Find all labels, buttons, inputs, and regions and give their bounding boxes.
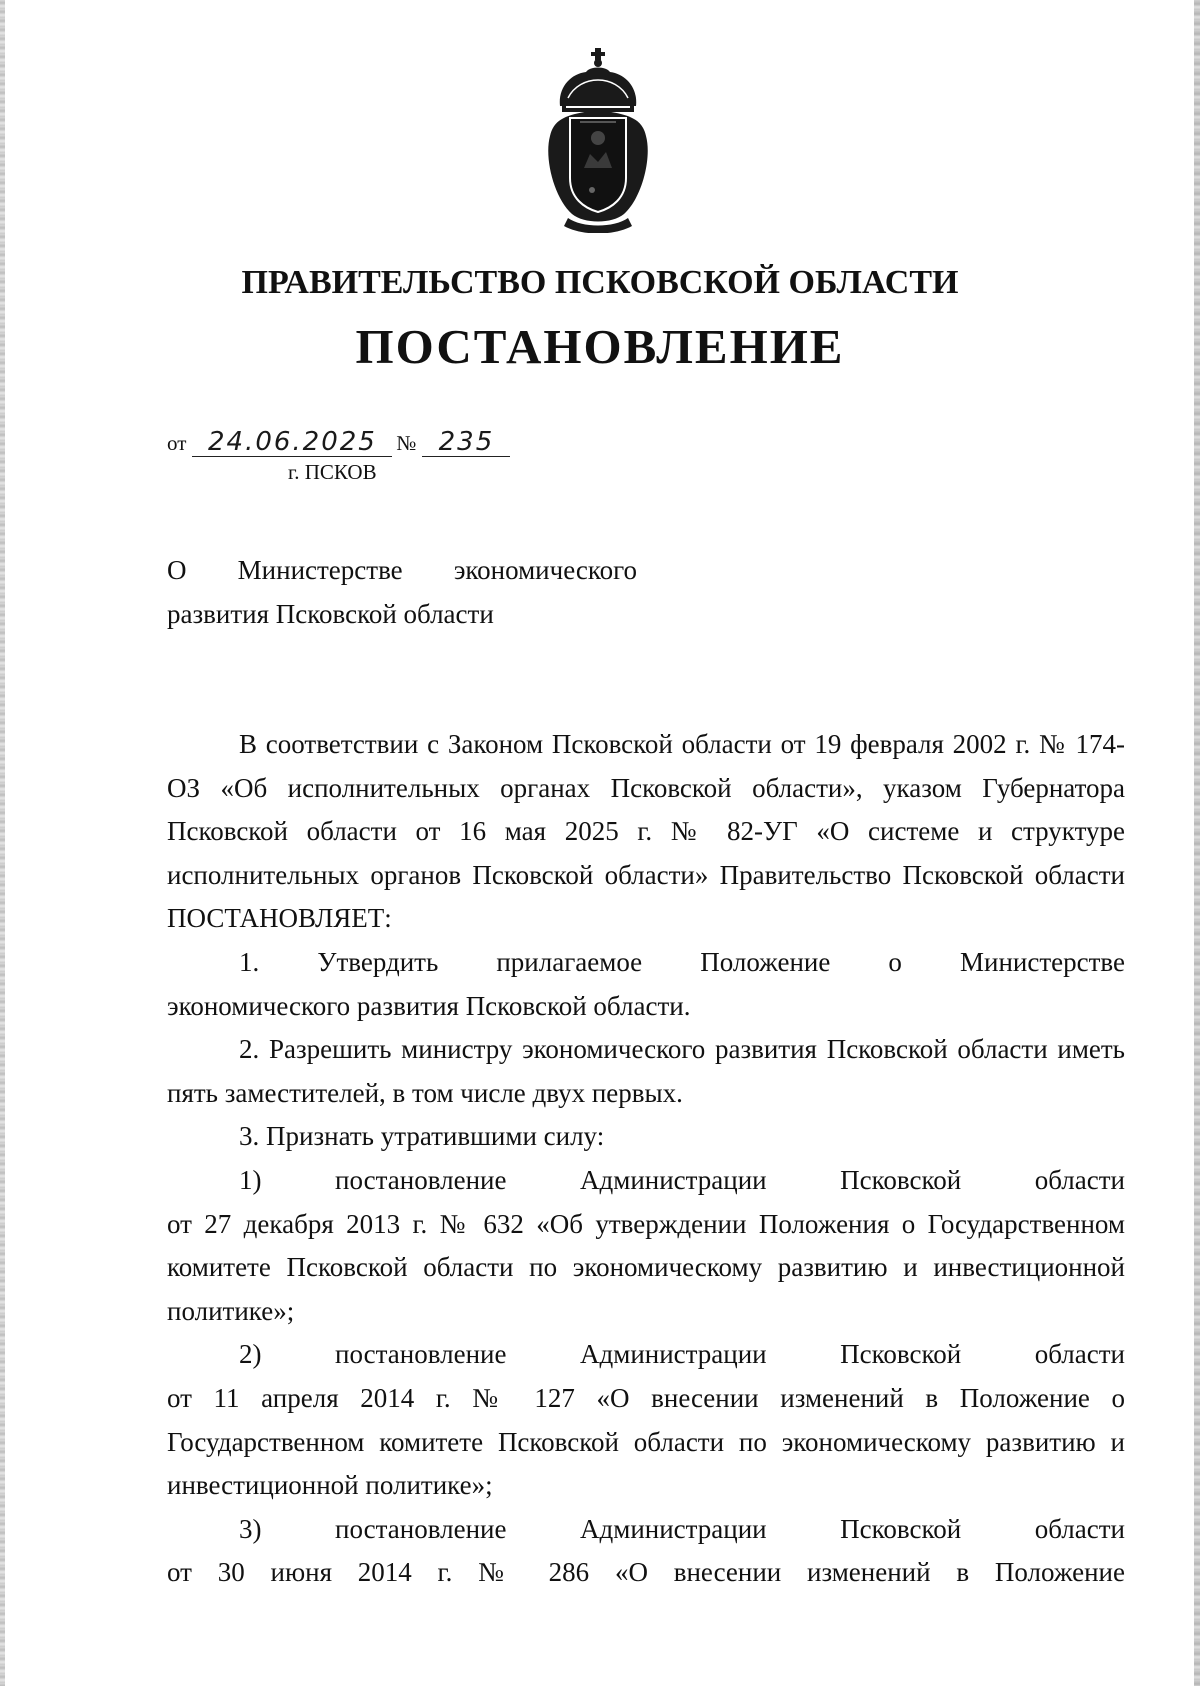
subitem-1-first-line — [167, 1159, 1125, 1203]
subitem-3-word: Псковской — [840, 1513, 962, 1544]
document-subject — [167, 548, 637, 636]
subitem-1-word: Администрации — [580, 1164, 767, 1195]
item-1-word: Утвердить — [317, 946, 439, 977]
subitem-1-word: постановление — [335, 1164, 507, 1195]
coat-of-arms-icon — [528, 48, 668, 233]
subitem-2-word: Администрации — [580, 1339, 767, 1370]
item-1-word: 1. — [239, 946, 260, 977]
subitem-1-continuation: от 27 декабря 2013 г. № 632 «Об утверждении Положения о Государственном комитете Псковской области по экономическому развитию и инвестиционной политике»; — [167, 1208, 1125, 1326]
item-1-word: о — [888, 946, 902, 977]
subitem-1-word: области — [1034, 1164, 1125, 1195]
item-1-first-line — [167, 941, 1125, 985]
subitem-2-word: Псковской — [840, 1339, 962, 1370]
subitem-2-first-line — [167, 1333, 1125, 1377]
subitem-3-word: 3) — [239, 1513, 262, 1544]
item-2-paragraph: 2. Разрешить министру экономического развития Псковской области иметь пять заместителей, в том числе двух первых. — [167, 1034, 1125, 1108]
subitem-3-word: постановление — [335, 1513, 507, 1544]
subject-line-1: О Министерстве экономического — [167, 555, 637, 585]
subitem-3-continuation: от 30 июня 2014 г. № 286 «О внесении изменений в Положение — [167, 1557, 1125, 1588]
date-prefix: от — [167, 431, 187, 455]
preamble-paragraph: В соответствии с Законом Псковской области от 19 февраля 2002 г. № 174-ОЗ «Об исполнительных органах Псковской области», указом Губернатора Псковской области от 16 мая 2025 г. № 82-УГ «О системе и структуре исполнительных органов Псковской области» Правительство Псковской области ПОСТАНОВЛЯЕТ: — [167, 729, 1125, 934]
handwritten-number: 235 — [422, 428, 510, 457]
item-1-word: прилагаемое — [496, 946, 643, 977]
subitem-2-word: области — [1034, 1339, 1125, 1370]
scan-edge-right — [1194, 0, 1200, 1686]
subitem-3-first-line — [167, 1508, 1125, 1552]
item-1-word: Положение — [700, 946, 831, 977]
subitem-1-word: Псковской — [840, 1164, 962, 1195]
document-body — [167, 723, 1125, 1595]
date-number-line — [167, 428, 510, 457]
subitem-3-word: Администрации — [580, 1513, 767, 1544]
subitem-2-word: 2) — [239, 1339, 262, 1370]
item-3-paragraph: 3. Признать утратившими силу: — [239, 1121, 605, 1152]
subitem-1-word: 1) — [239, 1164, 262, 1195]
item-1-word: Министерстве — [960, 946, 1125, 977]
subitem-3-word: области — [1034, 1513, 1125, 1544]
number-prefix: № — [396, 431, 417, 455]
handwritten-date: 24.06.2025 — [192, 428, 392, 457]
subitem-2-word: постановление — [335, 1339, 507, 1370]
item-1-continuation: экономического развития Псковской области. — [167, 990, 691, 1021]
scan-edge-left — [0, 0, 5, 1686]
government-title: ПРАВИТЕЛЬСТВО ПСКОВСКОЙ ОБЛАСТИ — [241, 264, 959, 301]
subject-line-2: развития Псковской области — [167, 599, 494, 629]
subitem-2-continuation: от 11 апреля 2014 г. № 127 «О внесении изменений в Положение о Государственном комитете Псковской области по экономическому развитию и инвестиционной политике»; — [167, 1382, 1125, 1501]
city-label: г. ПСКОВ — [288, 460, 377, 484]
document-type: ПОСТАНОВЛЕНИЕ — [355, 319, 845, 374]
